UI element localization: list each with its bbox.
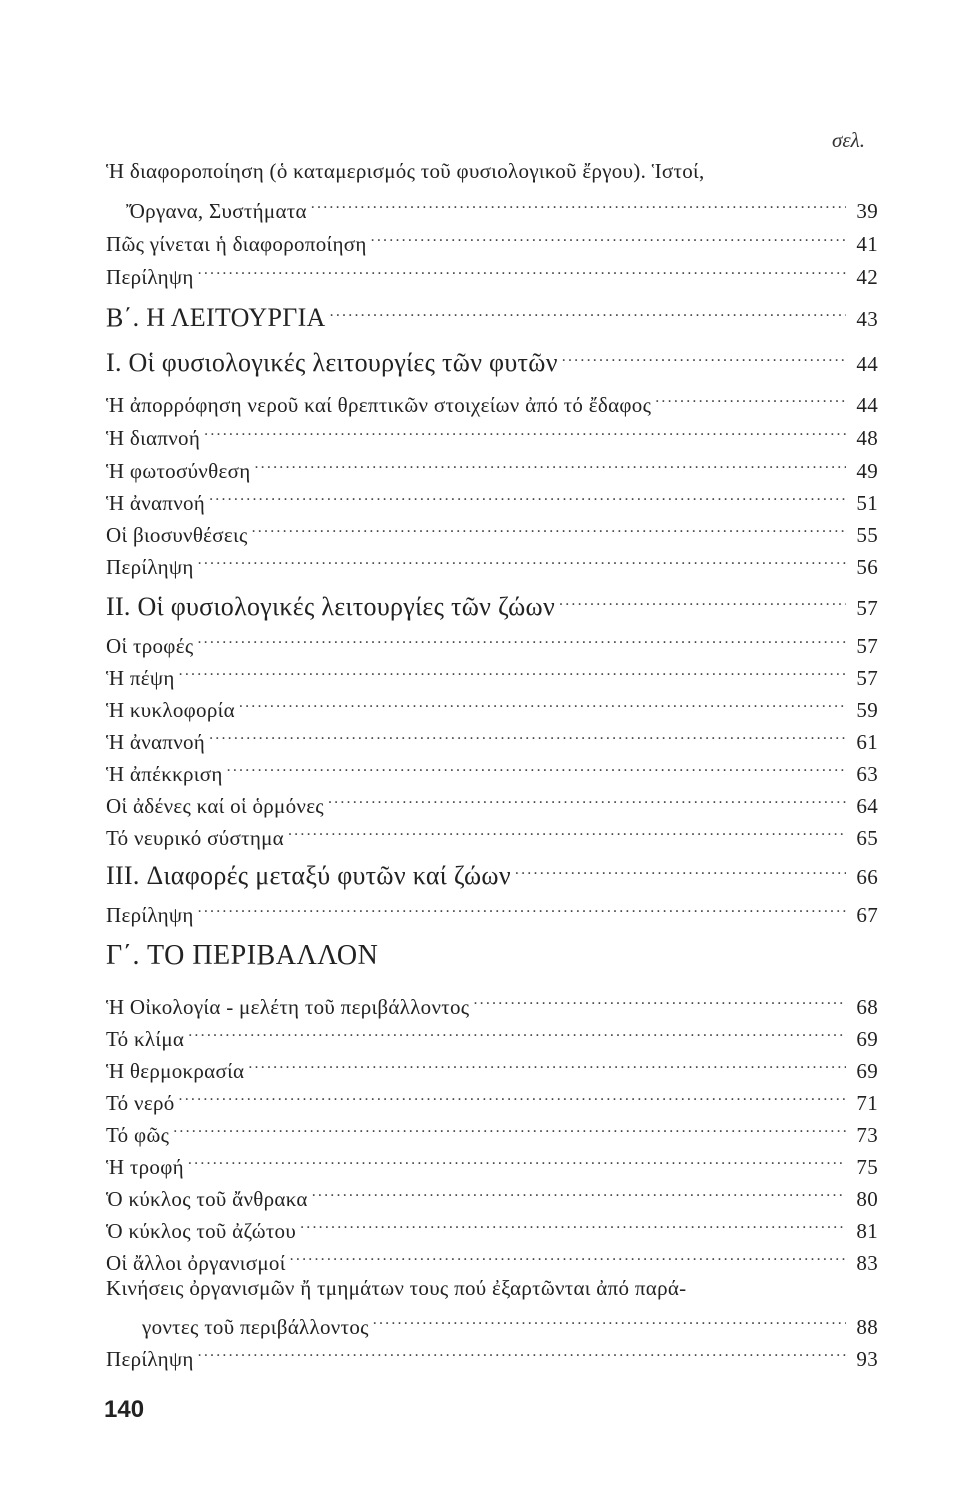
toc-entry-page: 42	[856, 265, 878, 289]
toc-entry-page: 49	[856, 459, 878, 483]
toc-entry-title: Ὁ κύκλος τοῦ ἀζώτου	[106, 1219, 297, 1243]
toc-entry	[106, 986, 878, 1021]
toc-entry-title: Β΄. Η ΛΕΙΤΟΥΡΓΙΑ	[106, 303, 326, 332]
toc-entry-title: Τό νευρικό σύστημα	[106, 826, 284, 850]
toc-entry-title: Περίληψη	[106, 555, 194, 579]
dot-leader	[330, 298, 846, 326]
dot-leader	[328, 785, 846, 813]
dot-leader	[198, 546, 846, 574]
toc-entry	[106, 689, 878, 724]
dot-leader	[311, 190, 846, 218]
toc-entry-page: 66	[856, 865, 878, 889]
toc-entry-page: 55	[856, 523, 878, 547]
dot-leader	[239, 689, 846, 717]
page-column-label: σελ.	[832, 128, 865, 152]
toc-entry	[126, 190, 878, 225]
toc-entry	[106, 785, 878, 820]
toc-entry	[106, 1082, 878, 1117]
dot-leader	[373, 1306, 846, 1334]
dot-leader	[188, 1146, 846, 1174]
toc-entry	[106, 546, 878, 581]
toc-entry-page: 43	[856, 307, 878, 331]
toc-entry-title: Ἡ διαπνοή	[106, 426, 201, 450]
toc-entry-page: 57	[856, 596, 878, 620]
toc-entry-page: 88	[856, 1315, 878, 1339]
toc-entry-page: 71	[856, 1091, 878, 1115]
dot-leader	[198, 256, 846, 284]
dot-leader	[473, 986, 846, 1014]
toc-entry-page: 64	[856, 794, 878, 818]
dot-leader	[562, 343, 846, 371]
toc-entry-title: III. Διαφορές μεταξύ φυτῶν καί ζώων	[106, 861, 511, 890]
toc-entry-page: 63	[856, 762, 878, 786]
chapter-heading	[106, 856, 878, 891]
toc-entry-title: Ὄργανα, Συστήματα	[126, 199, 307, 223]
toc-entry	[106, 450, 878, 485]
chapter-heading	[106, 587, 878, 622]
toc-entry-title: Ἡ τροφή	[106, 1155, 184, 1179]
toc-entry-title: Οἱ ἄλλοι ὀργανισμοί	[106, 1251, 286, 1275]
toc-entry	[106, 223, 878, 258]
toc-entry	[142, 1306, 878, 1341]
toc-entry	[106, 417, 878, 452]
dot-leader	[173, 1114, 846, 1142]
dot-leader	[515, 856, 846, 884]
toc-entry-page: 41	[856, 232, 878, 256]
toc-entry-page: 39	[856, 199, 878, 223]
toc-entry-title: Περίληψη	[106, 903, 194, 927]
toc-entry-title: Περίληψη	[106, 265, 194, 289]
dot-leader	[254, 450, 846, 478]
toc-entry-page: 57	[856, 634, 878, 658]
page-number: 140	[104, 1396, 145, 1423]
chapter-heading	[106, 343, 878, 378]
dot-leader	[290, 1242, 846, 1270]
toc-entry-title: γοντες τοῦ περιβάλλοντος	[142, 1315, 369, 1339]
toc-entry	[106, 721, 878, 756]
toc-entry-title: Ἡ φωτοσύνθεση	[106, 459, 251, 483]
toc-entry-title: I. Οἱ φυσιολογικές λειτουργίες τῶν φυτῶν	[106, 348, 558, 377]
dot-leader	[209, 721, 846, 749]
dot-leader	[179, 657, 846, 685]
toc-entry	[106, 625, 878, 660]
toc-entry-page: 56	[856, 555, 878, 579]
toc-entry-page: 73	[856, 1123, 878, 1147]
toc-entry-page: 48	[856, 426, 878, 450]
toc-entry	[106, 1050, 878, 1085]
dot-leader	[300, 1210, 846, 1238]
toc-entry-title: II. Οἱ φυσιολογικές λειτουργίες τῶν ζώων	[106, 592, 556, 621]
toc-entry	[106, 514, 878, 549]
dot-leader	[198, 894, 846, 922]
toc-entry	[106, 1146, 878, 1181]
toc-entry	[106, 753, 878, 788]
toc-entry-page: 80	[856, 1187, 878, 1211]
toc-entry-title: Ἡ ἀναπνοή	[106, 730, 206, 754]
toc-entry	[106, 482, 878, 517]
toc-entry	[106, 657, 878, 692]
toc-entry-page: 51	[856, 491, 878, 515]
dot-leader	[288, 817, 846, 845]
dot-leader	[198, 1338, 846, 1366]
toc-entry	[106, 1210, 878, 1245]
dot-leader	[312, 1178, 846, 1206]
dot-leader	[188, 1018, 846, 1046]
toc-entry	[106, 1274, 878, 1302]
toc-entry-title: Οἱ βιοσυνθέσεις	[106, 523, 248, 547]
toc-entry-page: 83	[856, 1251, 878, 1275]
dot-leader	[655, 384, 846, 412]
dot-leader	[559, 587, 846, 615]
toc-entry-page: 67	[856, 903, 878, 927]
toc-entry-title: Ἡ ἀναπνοή	[106, 491, 206, 515]
dot-leader	[371, 223, 846, 251]
dot-leader	[248, 1050, 846, 1078]
toc-entry	[106, 894, 878, 929]
toc-entry	[106, 1114, 878, 1149]
toc-entry-title: Τό κλίμα	[106, 1027, 185, 1051]
toc-entry	[106, 1178, 878, 1213]
toc-entry-title: Ἡ Οἰκολογία - μελέτη τοῦ περιβάλλοντος	[106, 995, 470, 1019]
toc-entry	[106, 1242, 878, 1277]
toc-entry-title: Ἡ πέψη	[106, 666, 175, 690]
toc-entry-page: 61	[856, 730, 878, 754]
toc-entry-page: 59	[856, 698, 878, 722]
toc-entry-title: Τό φῶς	[106, 1123, 170, 1147]
toc-entry-page: 81	[856, 1219, 878, 1243]
toc-entry-title: Κινήσεις ὀργανισμῶν ἤ τμημάτων τους πού ἐξαρτῶνται ἀπό παρά-	[106, 1276, 687, 1300]
toc-entry-title: Ἡ διαφοροποίηση (ὁ καταμερισμός τοῦ φυσιολογικοῦ ἔργου). Ἱστοί,	[106, 159, 705, 183]
toc-entry	[106, 817, 878, 852]
toc-entry-page: 68	[856, 995, 878, 1019]
dot-leader	[252, 514, 846, 542]
toc-entry-title: Ὁ κύκλος τοῦ ἄνθρακα	[106, 1187, 308, 1211]
toc-entry-title: Περίληψη	[106, 1347, 194, 1371]
toc-entry-page: 44	[856, 352, 878, 376]
toc-entry-page: 93	[856, 1347, 878, 1371]
toc-entry-title: Ἡ κυκλοφορία	[106, 698, 235, 722]
toc-entry-title: Ἡ ἀπορρόφηση νεροῦ καί θρεπτικῶν στοιχείων ἀπό τό ἔδαφος	[106, 393, 652, 417]
toc-entry-title: Τό νερό	[106, 1091, 175, 1115]
toc-entry	[106, 1018, 878, 1053]
toc-entry	[106, 1338, 878, 1373]
toc-entry-page: 44	[856, 393, 878, 417]
toc-entry-title: Οἱ τροφές	[106, 634, 194, 658]
dot-leader	[209, 482, 846, 510]
toc-entry-title: Πῶς γίνεται ἡ διαφοροποίηση	[106, 232, 367, 256]
toc-entry-title: Οἱ ἀδένες καί οἱ ὁρμόνες	[106, 794, 324, 818]
toc-entry-title: Ἡ θερμοκρασία	[106, 1059, 245, 1083]
dot-leader	[179, 1082, 846, 1110]
toc-entry-title: Ἡ ἀπέκκριση	[106, 762, 223, 786]
part-heading-c: Γ΄. ΤΟ ΠΕΡΙΒΑΛΛΟΝ	[106, 940, 379, 971]
toc-entry-page: 57	[856, 666, 878, 690]
dot-leader	[197, 625, 846, 653]
dot-leader	[227, 753, 846, 781]
toc-entry-page: 69	[856, 1027, 878, 1051]
toc-entry	[106, 157, 878, 185]
toc-entry	[106, 256, 878, 291]
toc-entry-page: 65	[856, 826, 878, 850]
toc-entry	[106, 384, 878, 419]
toc-entry-page: 75	[856, 1155, 878, 1179]
dot-leader	[204, 417, 846, 445]
part-heading-b	[106, 298, 878, 333]
toc-entry-page: 69	[856, 1059, 878, 1083]
